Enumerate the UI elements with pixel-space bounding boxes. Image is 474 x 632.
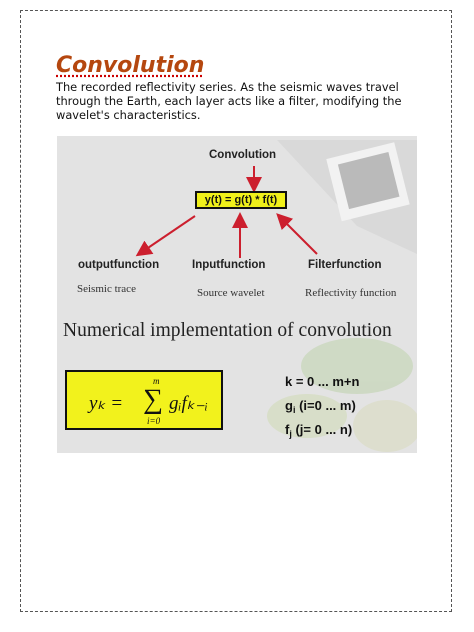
output-function-label: outputfunction (78, 259, 160, 271)
condition-g (285, 398, 356, 415)
seismic-trace-caption: Seismic trace (77, 283, 136, 295)
sigma-symbol: ∑ (143, 384, 163, 415)
convolution-figure (57, 136, 417, 453)
condition-k-expr: = 0 ... m+n (292, 374, 360, 389)
condition-g-expr: (i=0 ... m) (295, 398, 356, 413)
formula-lhs: yₖ = (89, 393, 124, 414)
body-paragraph: The recorded reflectivity series. As the seismic waves travel through the Earth, each layer acts like a filter, modifying the wavelet's characteristics. (56, 80, 402, 122)
source-wavelet-caption: Source wavelet (197, 287, 265, 299)
convolution-formula (81, 376, 221, 428)
condition-f (285, 422, 352, 439)
condition-k-var: k (285, 374, 293, 389)
arrow-output (139, 216, 195, 254)
condition-g-var: g (285, 398, 293, 413)
numerical-implementation-heading: Numerical implementation of convolution (63, 320, 392, 341)
equation-box: y(t) = g(t) * f(t) (195, 191, 287, 209)
arrow-filter (279, 216, 317, 254)
convolution-label: Convolution (209, 149, 277, 161)
filter-function-label: Filterfunction (308, 259, 382, 271)
condition-g-sub: i (292, 405, 296, 415)
convolution-formula-box (65, 370, 223, 430)
condition-f-expr: (j= 0 ... n) (291, 422, 353, 437)
document-title: Convolution (56, 53, 205, 78)
formula-upper-limit: m (153, 376, 160, 386)
watermark-logo-shape (277, 140, 417, 254)
condition-f-var: f (285, 422, 290, 437)
condition-k (285, 374, 359, 391)
formula-lower-limit: i=0 (147, 416, 161, 426)
reflectivity-function-caption: Reflectivity function (305, 287, 397, 299)
input-function-label: Inputfunction (192, 259, 266, 271)
condition-f-sub: j (289, 429, 292, 439)
formula-rhs: gᵢfₖ₋ᵢ (169, 393, 208, 414)
